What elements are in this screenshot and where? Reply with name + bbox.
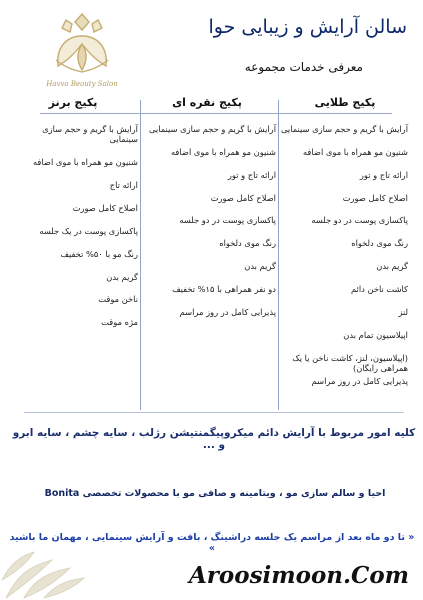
gold-package-list — [280, 124, 408, 399]
list-item: اصلاح کامل صورت — [342, 192, 408, 203]
bronze-package-title: پکیج برنز — [48, 96, 98, 109]
hair-care-note: احیا و سالم سازی مو ، ویتامینه و صافی مو با محصولات تخصصی Bonita — [44, 488, 386, 499]
column-divider — [140, 100, 141, 410]
services-subtitle: معرفی خدمات مجموعه — [244, 60, 363, 74]
list-item: آرایش با گریم و حجم سازی سینمایی — [280, 124, 408, 134]
list-item: پاکسازی پوست در یک جلسه — [39, 225, 138, 236]
list-item: اصلاح کامل صورت — [210, 192, 276, 203]
list-item: دو نفر همراهی با ۱۵% تخفیف — [172, 284, 276, 295]
list-item: اپیلاسیون تمام بدن — [343, 329, 408, 340]
list-item: ارائه تاج و تور — [227, 169, 276, 180]
guest-offer-note: « تا دو ماه بعد از مراسم یک جلسه دراشینگ ، بافت و آرایش سینمایی ، مهمان ما باشید » — [9, 532, 415, 554]
list-item: شنیون مو همراه با موی اضافه — [170, 146, 276, 157]
list-item: ارائه تاج و تور — [359, 169, 408, 180]
list-item: (اپیلاسیون، لنز، کاشت ناخن یا یک همراهی رایگان) — [292, 352, 408, 373]
list-item: پذیرایی کامل در روز مراسم — [311, 376, 408, 387]
list-item: آرایش با گریم و حجم سازی سینمایی — [42, 124, 138, 145]
list-item: شنیون مو همراه با موی اضافه — [302, 146, 408, 157]
leaf-decoration-icon — [0, 520, 150, 600]
list-item: گریم بدن — [376, 261, 408, 272]
list-item: کاشت ناخن دائم — [351, 284, 408, 295]
list-item: لنز — [398, 306, 408, 317]
list-item: آرایش با گریم و حجم سازی سینمایی — [148, 124, 276, 134]
list-item: پذیرایی کامل در روز مراسم — [179, 306, 276, 317]
salon-logo — [18, 8, 146, 90]
bronze-package-list — [14, 124, 138, 340]
list-item: ناخن موقت — [98, 294, 138, 305]
list-item: ارائه تاج — [109, 180, 138, 191]
logo-name-text: Havva Beauty Salon — [46, 80, 118, 88]
list-item: پاکسازی پوست در دو جلسه — [311, 215, 408, 226]
crown-lotus-logo-icon — [44, 8, 120, 80]
footer-divider — [24, 412, 404, 413]
silver-package-list — [142, 124, 276, 330]
silver-package-title: پکیج نقره ای — [172, 96, 242, 109]
salon-title: سالن آرایش و زیبایی حوا — [208, 16, 407, 38]
list-item: مژه موقت — [101, 317, 138, 328]
permanent-makeup-note: کلیه امور مربوط با آرایش دائم میکروپیگمنتیشن رژلب ، سایه چشم ، سایه ابرو و ... — [12, 427, 416, 451]
list-item: گریم بدن — [106, 271, 138, 282]
list-item: اصلاح کامل صورت — [72, 202, 138, 213]
header-divider — [40, 113, 392, 114]
website-watermark: Aroosimoon.Com — [188, 562, 409, 589]
list-item: رنگ موی دلخواه — [351, 238, 408, 249]
list-item: رنگ موی دلخواه — [219, 238, 276, 249]
gold-package-title: پکیج طلایی — [314, 96, 376, 109]
list-item: گریم بدن — [244, 261, 276, 272]
column-divider — [278, 100, 279, 410]
list-item: شنیون مو همراه با موی اضافه — [32, 157, 138, 168]
list-item: پاکسازی پوست در دو جلسه — [179, 215, 276, 226]
list-item: رنگ مو با ۵۰% تخفیف — [60, 248, 138, 259]
